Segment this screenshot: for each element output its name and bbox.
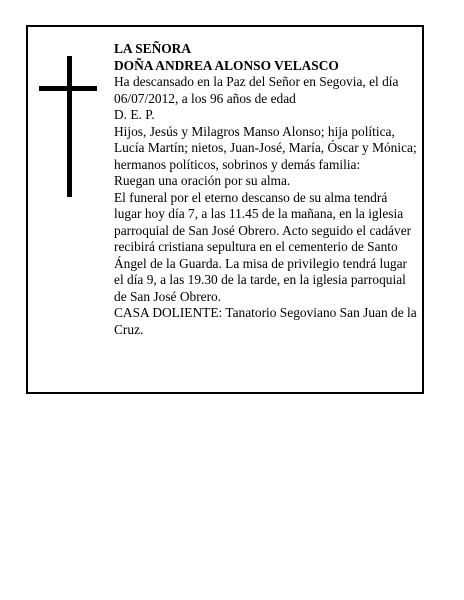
obituary-notice — [26, 25, 424, 394]
obituary-text — [114, 41, 418, 338]
mourning-house: CASA DOLIENTE: Tanatorio Segoviano San Juan de la Cruz. — [114, 305, 417, 337]
death-info: Ha descansado en la Paz del Señor en Segovia, el día 06/07/2012, a los 96 años de edad — [114, 74, 399, 106]
prayer-request: Ruegan una oración por su alma. — [114, 173, 291, 188]
dep-abbreviation: D. E. P. — [114, 107, 155, 122]
funeral-details: El funeral por el eterno descanso de su alma tendrá lugar hoy día 7, a las 11.45 de la mañana, en la iglesia parroquial de San José Obrero. Acto seguido el cadáver recibirá cristiana sepultura en el cementerio de Santo Ángel de la Guarda. La misa de privilegio tendrá lugar el día 9, a las 19.30 de la tarde, en la iglesia parroquial de San José Obrero. — [114, 189, 412, 304]
cross-vertical-bar — [67, 56, 72, 197]
cross-horizontal-bar — [39, 86, 97, 91]
deceased-name: DOÑA ANDREA ALONSO VELASCO — [114, 57, 339, 73]
family-list: Hijos, Jesús y Milagros Manso Alonso; hija política, Lucía Martín; nietos, Juan-José, María, Óscar y Mónica; hermanos políticos, sobrinos y demás familia: — [114, 123, 417, 172]
title-line-1: LA SEÑORA — [114, 41, 192, 56]
